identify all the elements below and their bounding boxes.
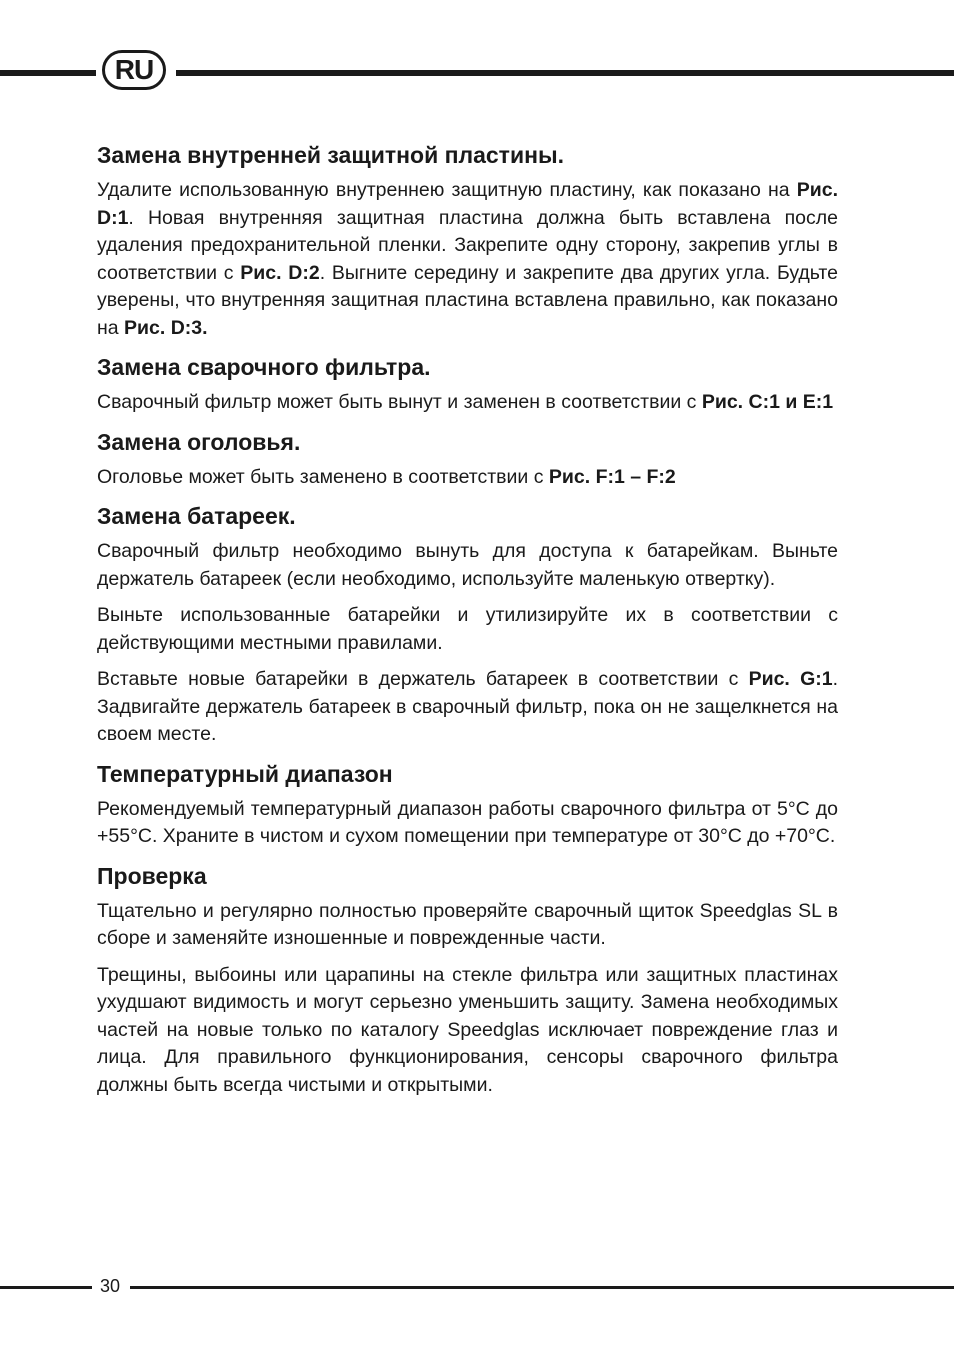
section-heading: Проверка: [97, 862, 207, 889]
paragraph: [97, 962, 838, 1100]
figure-reference: Рис. D:2: [240, 261, 320, 284]
section: [97, 501, 838, 749]
text-run: Рекомендуемый температурный диапазон работы сварочного фильтра от 5°C до +55°C. Храните в чистом и сухом помещении при температуре от 30°C до +70°C.: [97, 797, 838, 847]
section-heading: Замена сварочного фильтра.: [97, 354, 431, 380]
paragraph: [97, 389, 838, 417]
text-run: Оголовье может быть заменено в соответствии с: [97, 465, 549, 488]
text-run: Сварочный фильтр может быть вынут и заменен в соответствии с: [97, 391, 702, 413]
paragraph: [97, 898, 838, 953]
paragraph: [97, 602, 838, 657]
page-number: 30: [100, 1276, 121, 1296]
paragraph: [97, 538, 838, 593]
section: [97, 759, 838, 851]
footer-rule-right: [130, 1286, 954, 1289]
section-heading: Замена внутренней защитной пластины.: [97, 142, 565, 168]
section-heading: Замена батареек.: [97, 503, 296, 529]
section: [97, 352, 838, 417]
figure-reference: Рис. C:1 и E:1: [701, 391, 834, 413]
section: [97, 140, 838, 342]
figure-reference: Рис. F:1 – F:2: [548, 465, 676, 488]
footer-rule-left: [0, 1286, 92, 1289]
text-run: Удалите использованную внутреннею защитную пластину, как показано на: [97, 179, 797, 201]
section-heading: Замена оголовья.: [97, 428, 301, 455]
text-run: . Новая внутренняя защитная пластина должна быть вставлена после удаления предохранительной пленки. Закрепите одну сторону, закрепив углы в соответствии с: [97, 206, 838, 284]
text-run: . Выгните середину и закрепите два других угла. Будьте уверены, что внутренняя защитная пластина вставлена правильно, как показано на: [97, 261, 838, 339]
text-run: Выньте использованные батарейки и утилизируйте их в соответствии с действующими местными правилами.: [97, 604, 838, 654]
header-rule-right: [176, 70, 954, 76]
section: [97, 861, 838, 1100]
header-rule-left: [0, 70, 96, 76]
paragraph: [97, 177, 838, 342]
text-run: Сварочный фильтр необходимо вынуть для доступа к батарейкам. Выньте держатель батареек (если необходимо, используйте маленькую отвертку).: [97, 540, 838, 590]
figure-reference: Рис. G:1: [748, 668, 833, 690]
main-content: [97, 140, 838, 1109]
text-run: Трещины, выбоины или царапины на стекле фильтра или защитных пластинах ухудшают видимость и могут серьезно уменьшить защиту. Замена необходимых частей на новые только по каталогу Speedglas исключает повреждение глаз и лица. Для правильного функционирования, сенсоры сварочного фильтра должны быть всегда чистыми и открытыми.: [97, 963, 838, 1096]
paragraph: [97, 666, 838, 749]
paragraph: [97, 796, 838, 851]
section-heading: Температурный диапазон: [97, 760, 393, 787]
text-run: Тщательно и регулярно полностью проверяйте сварочный щиток Speedglas SL в сборе и заменяйте изношенные и поврежденные части.: [97, 899, 838, 949]
paragraph: [97, 464, 838, 492]
section: [97, 427, 838, 492]
figure-reference: Рис. D:1: [97, 179, 838, 229]
text-run: . Задвигайте держатель батареек в сварочный фильтр, пока он не защелкнется на своем месте.: [97, 668, 838, 745]
figure-reference: Рис. D:3.: [124, 316, 208, 339]
language-badge: RU: [102, 50, 166, 90]
text-run: Вставьте новые батарейки в держатель батареек в соответствии с: [97, 668, 749, 690]
